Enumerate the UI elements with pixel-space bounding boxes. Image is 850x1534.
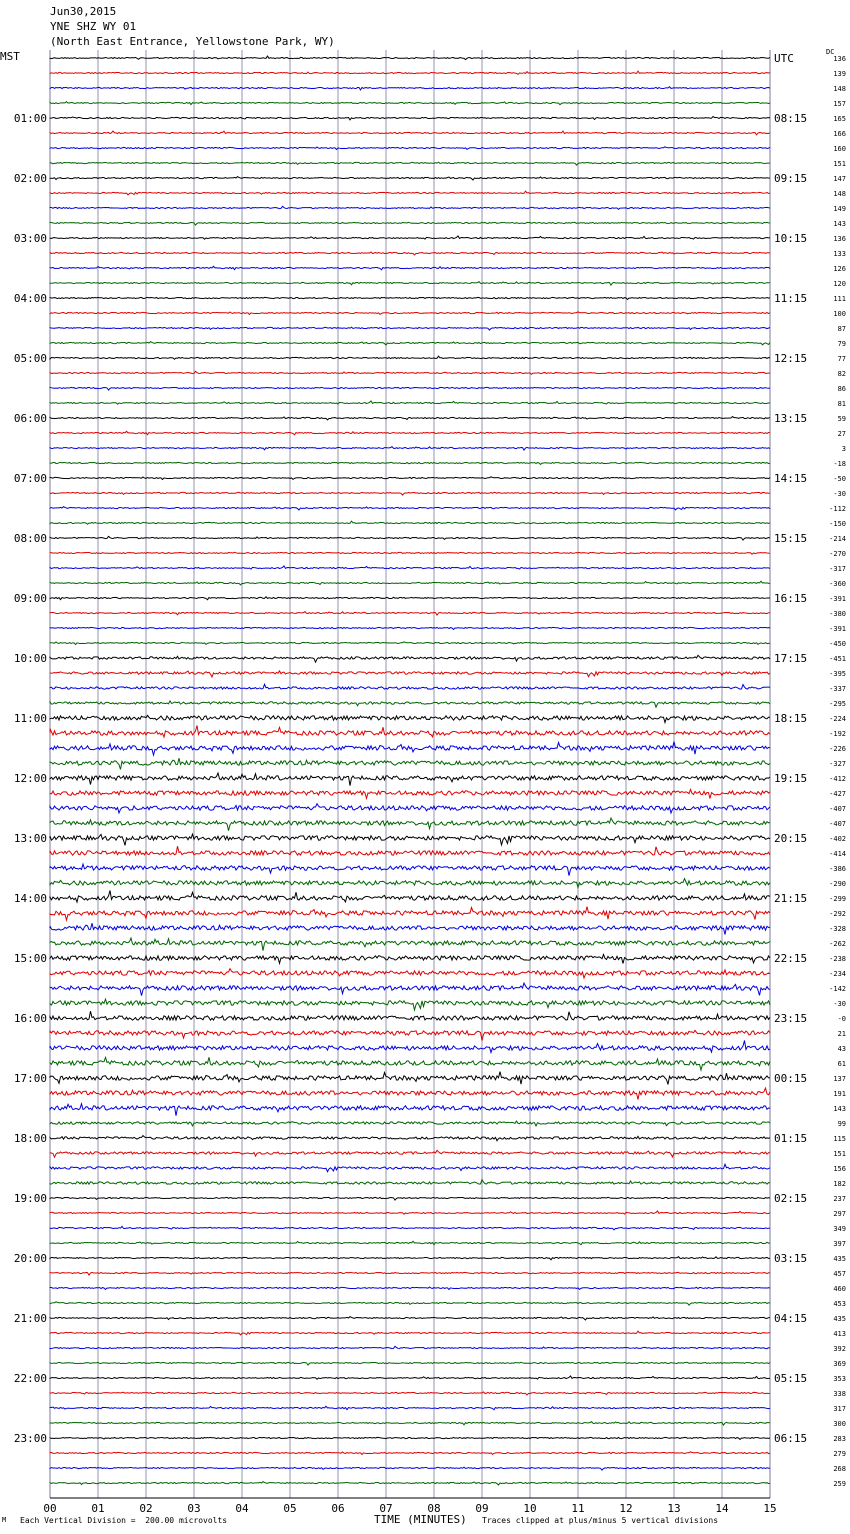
dc-offset-label: 237 <box>833 1195 846 1203</box>
trace-line-33 <box>50 552 770 554</box>
scale-note: Each Vertical Division = 200.00 microvolts <box>20 1516 228 1525</box>
trace-line-32 <box>50 536 770 540</box>
trace-line-7 <box>50 162 770 165</box>
right-hour-label: 22:15 <box>774 952 808 965</box>
dc-offset-label: 87 <box>837 325 846 333</box>
trace-line-68 <box>50 1072 770 1085</box>
trace-line-16 <box>50 297 770 299</box>
trace-line-57 <box>50 907 770 921</box>
left-hour-label: 20:00 <box>13 1252 47 1265</box>
dc-offset-label: 165 <box>833 115 846 123</box>
dc-offset-label: -112 <box>829 505 846 513</box>
right-hour-label: 16:15 <box>774 592 808 605</box>
dc-offset-label: -391 <box>829 595 846 603</box>
left-hour-label: 10:00 <box>13 652 47 665</box>
dc-offset-label: 160 <box>833 145 846 153</box>
right-hour-label: 09:15 <box>774 172 808 185</box>
trace-line-48 <box>50 773 770 786</box>
dc-offset-label: -386 <box>829 865 846 873</box>
trace-line-89 <box>50 1392 770 1395</box>
trace-line-71 <box>50 1121 770 1126</box>
x-tick-label: 15 <box>763 1502 777 1515</box>
dc-offset-label: 349 <box>833 1225 846 1233</box>
dc-offset-label: 369 <box>833 1360 846 1368</box>
trace-line-92 <box>50 1437 770 1439</box>
right-hour-label: 13:15 <box>774 412 808 425</box>
trace-line-53 <box>50 846 770 855</box>
dc-offset-label: -270 <box>829 550 846 558</box>
trace-line-13 <box>50 252 770 255</box>
left-hour-label: 16:00 <box>13 1012 47 1025</box>
trace-line-1 <box>50 71 770 74</box>
x-tick-label: 14 <box>715 1502 729 1515</box>
dc-offset-label: 151 <box>833 1150 846 1158</box>
dc-offset-label: -414 <box>829 850 846 858</box>
trace-line-28 <box>50 477 770 480</box>
dc-offset-label: 151 <box>833 160 846 168</box>
dc-offset-label: 156 <box>833 1165 846 1173</box>
left-hour-label: 09:00 <box>13 592 47 605</box>
dc-offset-label: 191 <box>833 1090 846 1098</box>
dc-offset-label: 317 <box>833 1405 846 1413</box>
trace-line-93 <box>50 1452 770 1455</box>
dc-offset-label: -407 <box>829 805 846 813</box>
dc-offset-label: -391 <box>829 625 846 633</box>
trace-line-5 <box>50 131 770 135</box>
dc-offset-label: -224 <box>829 715 846 723</box>
dc-offset-label: 115 <box>833 1135 846 1143</box>
dc-offset-label: -30 <box>833 490 846 498</box>
left-hour-label: 11:00 <box>13 712 47 725</box>
station-location: (North East Entrance, Yellowstone Park, WY) <box>50 35 335 48</box>
trace-line-23 <box>50 401 770 404</box>
trace-line-62 <box>50 983 770 996</box>
trace-line-84 <box>50 1317 770 1320</box>
dc-offset-label: 86 <box>837 385 846 393</box>
dc-offset-label: 157 <box>833 100 846 108</box>
axis-labels <box>14 52 846 1515</box>
trace-line-12 <box>50 236 770 239</box>
dc-offset-label: -18 <box>833 460 846 468</box>
dc-offset-label: 397 <box>833 1240 846 1248</box>
dc-offset-label: -407 <box>829 820 846 828</box>
station-code: YNE SHZ WY 01 <box>50 20 137 33</box>
trace-line-65 <box>50 1030 770 1040</box>
trace-line-64 <box>50 1011 770 1020</box>
dc-offset-label: 147 <box>833 175 846 183</box>
dc-offset-label: -150 <box>829 520 846 528</box>
dc-offset-label: -238 <box>829 955 846 963</box>
right-hour-label: 04:15 <box>774 1312 808 1325</box>
trace-line-83 <box>50 1302 770 1305</box>
trace-line-24 <box>50 417 770 420</box>
x-tick-label: 07 <box>379 1502 393 1515</box>
corner-mark: M <box>2 1516 7 1524</box>
dc-offset-label: -328 <box>829 925 846 933</box>
x-tick-label: 01 <box>91 1502 105 1515</box>
clip-note: Traces clipped at plus/minus 5 vertical divisions <box>482 1516 719 1525</box>
x-tick-label: 00 <box>43 1502 57 1515</box>
dc-column-label: DC <box>826 48 835 56</box>
dc-offset-label: 259 <box>833 1480 846 1488</box>
dc-offset-label: 111 <box>833 295 846 303</box>
dc-offset-label: 300 <box>833 1420 846 1428</box>
trace-line-14 <box>50 266 770 270</box>
trace-line-61 <box>50 969 770 978</box>
dc-offset-label: 143 <box>833 220 846 228</box>
left-hour-label: 13:00 <box>13 832 47 845</box>
right-hour-label: 05:15 <box>774 1372 808 1385</box>
dc-offset-label: 139 <box>833 70 846 78</box>
trace-line-95 <box>50 1482 770 1485</box>
dc-offset-label: 100 <box>833 310 846 318</box>
trace-line-10 <box>50 206 770 209</box>
trace-line-4 <box>50 116 770 119</box>
right-hour-label: 11:15 <box>774 292 808 305</box>
dc-offset-label: -30 <box>833 1000 846 1008</box>
dc-offset-label: -214 <box>829 535 846 543</box>
trace-line-80 <box>50 1257 770 1260</box>
left-hour-label: 12:00 <box>13 772 47 785</box>
dc-offset-label: 297 <box>833 1210 846 1218</box>
trace-line-63 <box>50 999 770 1010</box>
x-tick-label: 06 <box>331 1502 345 1515</box>
trace-line-49 <box>50 789 770 798</box>
dc-offset-label: -412 <box>829 775 846 783</box>
left-timezone-label: MST <box>0 50 20 63</box>
dc-offset-label: 99 <box>837 1120 846 1128</box>
right-hour-label: 20:15 <box>774 832 808 845</box>
right-hour-label: 03:15 <box>774 1252 808 1265</box>
trace-line-56 <box>50 890 770 902</box>
trace-line-20 <box>50 356 770 359</box>
trace-line-8 <box>50 177 770 180</box>
trace-line-21 <box>50 371 770 374</box>
left-hour-label: 01:00 <box>13 112 47 125</box>
trace-line-60 <box>50 954 770 963</box>
dc-offset-label: -317 <box>829 565 846 573</box>
dc-offset-label: -327 <box>829 760 846 768</box>
trace-line-79 <box>50 1241 770 1245</box>
trace-line-25 <box>50 431 770 435</box>
right-hour-label: 02:15 <box>774 1192 808 1205</box>
dc-offset-label: -226 <box>829 745 846 753</box>
dc-offset-label: -395 <box>829 670 846 678</box>
dc-offset-label: 148 <box>833 190 846 198</box>
right-hour-label: 19:15 <box>774 772 808 785</box>
dc-offset-label: 338 <box>833 1390 846 1398</box>
dc-offset-label: 143 <box>833 1105 846 1113</box>
dc-offset-label: 435 <box>833 1255 846 1263</box>
left-hour-label: 06:00 <box>13 412 47 425</box>
dc-offset-label: -380 <box>829 610 846 618</box>
x-tick-label: 05 <box>283 1502 297 1515</box>
left-hour-label: 08:00 <box>13 532 47 545</box>
x-tick-label: 11 <box>571 1502 585 1515</box>
dc-offset-label: 137 <box>833 1075 846 1083</box>
dc-offset-label: 279 <box>833 1450 846 1458</box>
dc-offset-label: 77 <box>837 355 846 363</box>
trace-line-66 <box>50 1040 770 1052</box>
trace-line-47 <box>50 758 770 769</box>
x-tick-label: 02 <box>139 1502 153 1515</box>
dc-offset-label: 166 <box>833 130 846 138</box>
dc-offset-label: -192 <box>829 730 846 738</box>
trace-line-69 <box>50 1088 770 1099</box>
trace-line-18 <box>50 327 770 330</box>
dc-offset-label: 392 <box>833 1345 846 1353</box>
trace-line-58 <box>50 923 770 934</box>
dc-offset-label: 120 <box>833 280 846 288</box>
trace-line-50 <box>50 804 770 813</box>
dc-offset-label: -0 <box>837 1015 846 1023</box>
right-hour-label: 10:15 <box>774 232 808 245</box>
trace-line-31 <box>50 521 770 524</box>
dc-offset-label: 61 <box>837 1060 846 1068</box>
trace-line-87 <box>50 1362 770 1365</box>
trace-line-30 <box>50 507 770 510</box>
trace-line-22 <box>50 387 770 390</box>
trace-line-94 <box>50 1467 770 1470</box>
trace-line-75 <box>50 1180 770 1185</box>
trace-line-59 <box>50 938 770 951</box>
trace-line-6 <box>50 147 770 150</box>
dc-offset-label: 21 <box>837 1030 846 1038</box>
dc-offset-label: -50 <box>833 475 846 483</box>
dc-offset-label: 353 <box>833 1375 846 1383</box>
left-hour-label: 21:00 <box>13 1312 47 1325</box>
trace-line-29 <box>50 492 770 495</box>
dc-offset-label: 435 <box>833 1315 846 1323</box>
dc-offset-label: -292 <box>829 910 846 918</box>
left-hour-label: 05:00 <box>13 352 47 365</box>
dc-offset-label: 59 <box>837 415 846 423</box>
trace-line-78 <box>50 1226 770 1230</box>
left-hour-label: 04:00 <box>13 292 47 305</box>
dc-offset-label: -234 <box>829 970 846 978</box>
left-hour-label: 15:00 <box>13 952 47 965</box>
left-hour-label: 17:00 <box>13 1072 47 1085</box>
left-hour-label: 02:00 <box>13 172 47 185</box>
dc-offset-label: 283 <box>833 1435 846 1443</box>
right-hour-label: 06:15 <box>774 1432 808 1445</box>
dc-offset-label: 43 <box>837 1045 846 1053</box>
dc-offset-label: -337 <box>829 685 846 693</box>
dc-offset-label: 3 <box>841 445 846 453</box>
trace-line-76 <box>50 1197 770 1200</box>
x-tick-label: 04 <box>235 1502 249 1515</box>
trace-line-51 <box>50 818 770 831</box>
trace-line-82 <box>50 1287 770 1289</box>
trace-line-3 <box>50 102 770 105</box>
trace-line-2 <box>50 87 770 90</box>
trace-line-34 <box>50 566 770 569</box>
right-hour-label: UTC <box>774 52 794 65</box>
dc-offset-label: 268 <box>833 1465 846 1473</box>
trace-line-27 <box>50 462 770 464</box>
x-tick-label: 03 <box>187 1502 201 1515</box>
dc-offset-label: -450 <box>829 640 846 648</box>
trace-line-88 <box>50 1376 770 1379</box>
dc-offset-label: -262 <box>829 940 846 948</box>
trace-line-85 <box>50 1331 770 1335</box>
trace-line-41 <box>50 671 770 677</box>
right-hour-label: 01:15 <box>774 1132 808 1145</box>
trace-line-42 <box>50 684 770 689</box>
dc-offset-label: 82 <box>837 370 846 378</box>
trace-line-11 <box>50 222 770 225</box>
trace-line-46 <box>50 742 770 756</box>
left-hour-label: 23:00 <box>13 1432 47 1445</box>
dc-offset-label: 27 <box>837 430 846 438</box>
left-hour-label: 07:00 <box>13 472 47 485</box>
trace-line-52 <box>50 834 770 845</box>
trace-line-72 <box>50 1136 770 1141</box>
trace-line-73 <box>50 1150 770 1157</box>
right-hour-label: 14:15 <box>774 472 808 485</box>
trace-line-77 <box>50 1211 770 1214</box>
trace-line-39 <box>50 642 770 645</box>
dc-offset-label: -142 <box>829 985 846 993</box>
dc-offset-label: 413 <box>833 1330 846 1338</box>
trace-line-40 <box>50 655 770 662</box>
dc-offset-label: 79 <box>837 340 846 348</box>
right-hour-label: 00:15 <box>774 1072 808 1085</box>
x-tick-label: 08 <box>427 1502 441 1515</box>
dc-offset-label: -290 <box>829 880 846 888</box>
trace-line-19 <box>50 342 770 345</box>
right-hour-label: 08:15 <box>774 112 808 125</box>
x-tick-label: 09 <box>475 1502 489 1515</box>
x-tick-label: 12 <box>619 1502 633 1515</box>
dc-offset-label: -427 <box>829 790 846 798</box>
left-hour-label: 22:00 <box>13 1372 47 1385</box>
right-hour-label: 17:15 <box>774 652 808 665</box>
trace-line-35 <box>50 581 770 585</box>
dc-offset-label: 136 <box>833 235 846 243</box>
dc-offset-label: 457 <box>833 1270 846 1278</box>
trace-line-91 <box>50 1422 770 1425</box>
x-tick-label: 13 <box>667 1502 681 1515</box>
trace-line-0 <box>50 56 770 60</box>
x-tick-label: 10 <box>523 1502 537 1515</box>
trace-line-81 <box>50 1272 770 1275</box>
trace-line-43 <box>50 701 770 707</box>
trace-line-54 <box>50 864 770 876</box>
trace-line-67 <box>50 1057 770 1070</box>
trace-line-38 <box>50 627 770 629</box>
trace-line-44 <box>50 715 770 722</box>
dc-offset-label: 126 <box>833 265 846 273</box>
trace-line-90 <box>50 1406 770 1410</box>
right-hour-label: 15:15 <box>774 532 808 545</box>
left-hour-label: 03:00 <box>13 232 47 245</box>
right-hour-label: 12:15 <box>774 352 808 365</box>
trace-line-17 <box>50 312 770 315</box>
dc-offset-label: -451 <box>829 655 846 663</box>
left-hour-label: 19:00 <box>13 1192 47 1205</box>
right-hour-label: 21:15 <box>774 892 808 905</box>
dc-offset-label: 136 <box>833 55 846 63</box>
right-hour-label: 23:15 <box>774 1012 808 1025</box>
dc-offset-label: 133 <box>833 250 846 258</box>
dc-offset-label: 81 <box>837 400 846 408</box>
left-hour-label: 14:00 <box>13 892 47 905</box>
dc-offset-label: 148 <box>833 85 846 93</box>
trace-line-45 <box>50 725 770 737</box>
trace-line-36 <box>50 597 770 600</box>
x-axis-title: TIME (MINUTES) <box>374 1513 467 1526</box>
dc-offset-label: -299 <box>829 895 846 903</box>
dc-offset-label: -295 <box>829 700 846 708</box>
left-hour-label: 18:00 <box>13 1132 47 1145</box>
dc-offset-label: -402 <box>829 835 846 843</box>
dc-offset-label: -360 <box>829 580 846 588</box>
seismic-traces <box>50 56 770 1485</box>
trace-line-70 <box>50 1104 770 1116</box>
trace-line-26 <box>50 447 770 450</box>
right-hour-label: 18:15 <box>774 712 808 725</box>
record-date: Jun30,2015 <box>50 5 117 18</box>
trace-line-15 <box>50 282 770 285</box>
dc-offset-label: 182 <box>833 1180 846 1188</box>
trace-line-74 <box>50 1164 770 1171</box>
dc-offset-label: 453 <box>833 1300 846 1308</box>
dc-offset-label: 460 <box>833 1285 846 1293</box>
dc-offset-label: 149 <box>833 205 846 213</box>
trace-line-55 <box>50 879 770 888</box>
trace-line-9 <box>50 191 770 195</box>
trace-line-37 <box>50 612 770 615</box>
trace-line-86 <box>50 1346 770 1349</box>
